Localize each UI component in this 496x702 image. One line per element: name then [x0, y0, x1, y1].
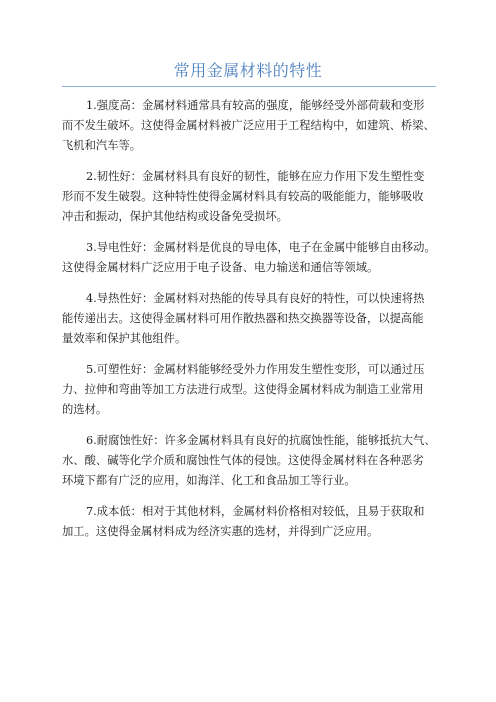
paragraph-line: 量效率和保护其他组件。 — [62, 332, 187, 345]
paragraph-line: 6.耐腐蚀性好：许多金属材料具有良好的抗腐蚀性能，能够抵抗大气、 — [86, 434, 436, 447]
document-body — [62, 96, 444, 553]
paragraph-line: 飞机和汽车等。 — [62, 139, 142, 152]
paragraph-line: 能传递出去。这使得金属材料可用作散热器和热交换器等设备，以提高能 — [62, 312, 424, 325]
title-underline — [62, 86, 436, 87]
paragraph-plasticity — [62, 360, 444, 420]
paragraph-line: 而不发生破坏。这使得金属材料被广泛应用于工程结构中，如建筑、桥梁、 — [62, 119, 435, 132]
paragraph-line: 冲击和振动，保护其他结构或设备免受损坏。 — [62, 210, 288, 223]
paragraph-cost — [62, 502, 444, 542]
paragraph-conductivity — [62, 238, 444, 278]
paragraph-thermal — [62, 289, 444, 349]
paragraph-line: 这使得金属材料广泛应用于电子设备、电力输送和通信等领域。 — [62, 261, 379, 274]
paragraph-line: 水、酸、碱等化学介质和腐蚀性气体的侵蚀。这使得金属材料在各种恶劣 — [62, 454, 424, 467]
paragraph-line: 形而不发生破裂。这种特性使得金属材料具有较高的吸能能力，能够吸收 — [62, 190, 424, 203]
paragraph-line: 的选材。 — [62, 403, 108, 416]
paragraph-line: 1.强度高：金属材料通常具有较高的强度，能够经受外部荷载和变形 — [86, 99, 425, 112]
document-title: 常用金属材料的特性 — [173, 61, 323, 80]
paragraph-line: 加工。这使得金属材料成为经济实惠的选材，并得到广泛应用。 — [62, 525, 379, 538]
paragraph-line: 环境下都有广泛的应用，如海洋、化工和食品加工等行业。 — [62, 474, 356, 487]
paragraph-line: 5.可塑性好：金属材料能够经受外力作用发生塑性变形，可以通过压 — [86, 363, 425, 376]
paragraph-line: 2.韧性好：金属材料具有良好的韧性，能够在应力作用下发生塑性变 — [86, 170, 425, 183]
paragraph-line: 力、拉伸和弯曲等加工方法进行成型。这使得金属材料成为制造工业常用 — [62, 383, 424, 396]
paragraph-corrosion — [62, 431, 444, 491]
paragraph-line: 3.导电性好：金属材料是优良的导电体，电子在金属中能够自由移动。 — [86, 241, 436, 254]
paragraph-strength — [62, 96, 444, 156]
paragraph-toughness — [62, 167, 444, 227]
paragraph-line: 4.导热性好：金属材料对热能的传导具有良好的特性，可以快速将热 — [86, 292, 425, 305]
paragraph-line: 7.成本低：相对于其他材料，金属材料价格相对较低，且易于获取和 — [86, 505, 425, 518]
